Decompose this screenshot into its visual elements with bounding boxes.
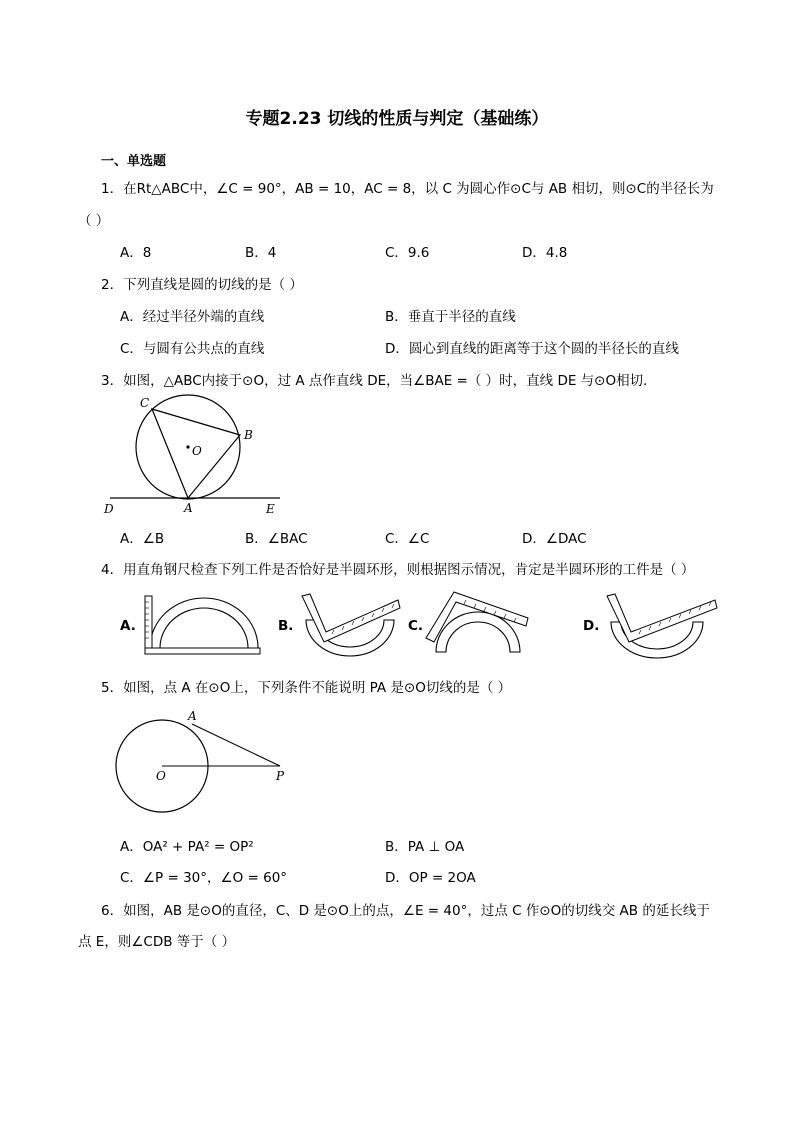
q4-option-a: A. [120, 618, 136, 634]
page-title: 专题2.23 切线的性质与判定（基础练） [245, 109, 549, 129]
q1-option-d: D．4.8 [522, 245, 568, 261]
q5-option-a: A．OA² + PA² = OP² [120, 839, 254, 855]
q5-label-a: A [188, 709, 197, 723]
q4-figure-a [140, 590, 265, 655]
q2-option-b: B．垂直于半径的直线 [385, 309, 516, 325]
q5-option-d: D．OP = 2OA [385, 870, 476, 886]
q1-option-a: A．8 [120, 245, 152, 261]
q2-option-a: A．经过半径外端的直线 [120, 309, 265, 325]
q3-label-e: E [266, 502, 275, 516]
question-1-stem-cont: （ ） [78, 213, 110, 229]
q5-label-o: O [156, 769, 166, 783]
q5-label-p: P [276, 769, 285, 783]
question-6-stem: 6．如图，AB 是⊙O的直径，C、D 是⊙O上的点，∠E = 40°，过点 C 作⊙O的切线交 AB 的延长线于 [101, 903, 710, 919]
q3-label-c: C [140, 396, 150, 410]
q5-option-b: B．PA ⊥ OA [385, 839, 465, 855]
q3-option-b: B．∠BAC [245, 531, 308, 547]
q4-option-c: C. [408, 618, 424, 634]
question-5-stem: 5．如图，点 A 在⊙O上，下列条件不能说明 PA 是⊙O切线的是（ ） [101, 680, 512, 696]
q4-option-d: D. [583, 618, 600, 634]
q5-tangent-figure [110, 708, 290, 818]
question-6-stem-cont: 点 E，则∠CDB 等于（ ） [78, 934, 236, 950]
q4-figure-d [603, 590, 721, 662]
q2-option-c: C．与圆有公共点的直线 [120, 341, 265, 357]
q3-option-a: A．∠B [120, 531, 165, 547]
q4-option-b: B. [278, 618, 294, 634]
q3-option-c: C．∠C [385, 531, 430, 547]
question-2-stem: 2．下列直线是圆的切线的是（ ） [101, 277, 303, 293]
q1-option-c: C．9.6 [385, 245, 430, 261]
q3-label-d: D [104, 502, 114, 516]
q3-center-dot [186, 445, 189, 448]
q3-circle-figure [100, 395, 285, 520]
q3-label-b: B [244, 428, 253, 442]
q1-option-b: B．4 [245, 245, 277, 261]
question-4-stem: 4．用直角钢尺检查下列工件是否恰好是半圆环形，则根据图示情况，肯定是半圆环形的工件是（ ） [101, 562, 695, 578]
q3-option-d: D．∠DAC [522, 531, 587, 547]
q2-option-d: D．圆心到直线的距离等于这个圆的半径长的直线 [385, 341, 679, 357]
q3-label-a: A [184, 501, 193, 515]
q5-option-c: C．∠P = 30°，∠O = 60° [120, 870, 288, 886]
section-heading: 一、单选题 [101, 154, 167, 169]
q4-figure-c [422, 588, 532, 658]
q4-figure-b [298, 590, 403, 660]
q5-segment-pa [192, 724, 280, 766]
question-1-stem: 1．在Rt△ABC中，∠C = 90°，AB = 10，AC = 8，以 C 为圆心作⊙C与 AB 相切，则⊙C的半径长为 [101, 181, 714, 197]
q3-label-o: O [192, 444, 202, 458]
question-3-stem: 3．如图，△ABC内接于⊙O，过 A 点作直线 DE，当∠BAE =（ ）时，直线 DE 与⊙O相切． [101, 373, 657, 389]
